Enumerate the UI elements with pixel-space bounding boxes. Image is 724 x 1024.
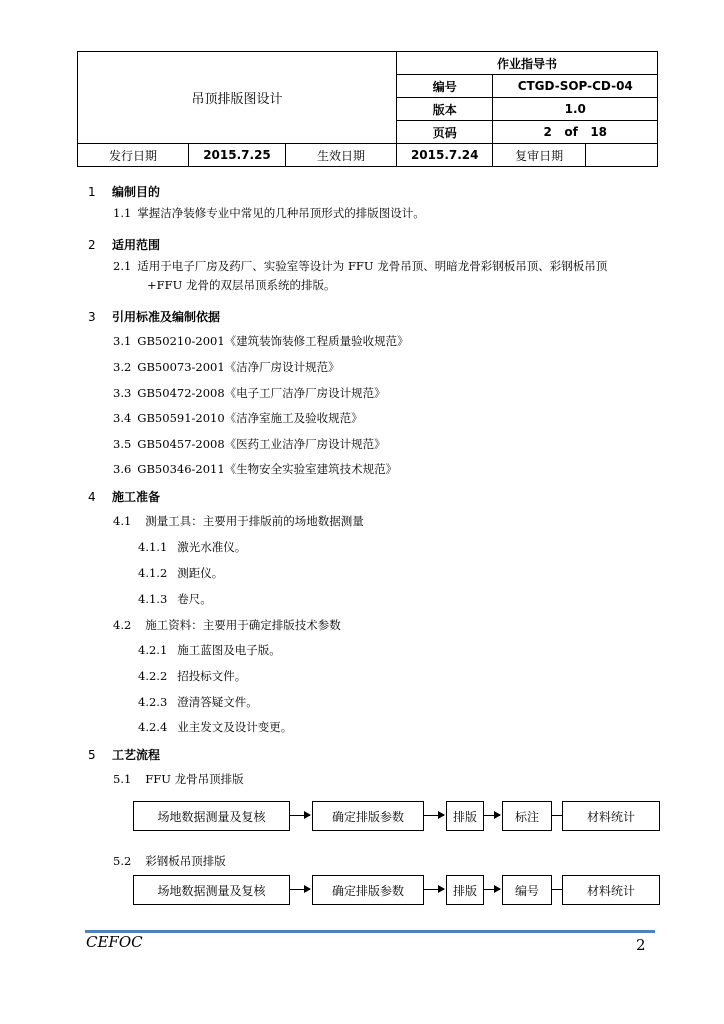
- arrow-right-icon: [424, 889, 444, 890]
- section-2-heading: 2 适用范围: [88, 238, 161, 252]
- issue-date-value: 2015.7.25: [189, 144, 286, 167]
- item-4-1: 4.1 测量工具：主要用于排版前的场地数据测量: [113, 514, 364, 528]
- list-item: 4.1.2 测距仪。: [138, 566, 224, 580]
- flowchart-steel-panel: [133, 875, 663, 905]
- arrow-right-icon: [290, 889, 310, 890]
- issue-date-label: 发行日期: [78, 144, 189, 167]
- flow-step: 确定排版参数: [312, 801, 424, 831]
- list-item: 4.2.2 招投标文件。: [138, 669, 247, 683]
- version-label: 版本: [397, 98, 493, 121]
- flow-step: 场地数据测量及复核: [133, 801, 290, 831]
- item-1-1: 1.1 掌握洁净装修专业中常见的几种吊顶形式的排版图设计。: [113, 206, 425, 220]
- list-item: 4.2.3 澄清答疑文件。: [138, 695, 258, 709]
- flow-step: 材料统计: [562, 801, 660, 831]
- arrow-right-icon: [424, 815, 444, 816]
- flow-step: 编号: [502, 875, 552, 905]
- list-item: 3.1 GB50210-2001《建筑装饰装修工程质量验收规范》: [113, 334, 409, 348]
- flow-step: 排版: [446, 875, 484, 905]
- page-number: 2: [636, 936, 646, 954]
- item-2-1: 2.1 适用于电子厂房及药厂、实验室等设计为 FFU 龙骨吊顶、明暗龙骨彩钢板吊顶、彩钢板吊顶: [113, 259, 608, 273]
- page-value: 2 of 18: [493, 121, 658, 144]
- flow-step: 确定排版参数: [312, 875, 424, 905]
- item-4-2: 4.2 施工资料：主要用于确定排版技术参数: [113, 618, 341, 632]
- footer-divider: [85, 930, 655, 933]
- flow-step: 场地数据测量及复核: [133, 875, 290, 905]
- footer-brand: CEFOC: [86, 933, 143, 951]
- review-date-label: 复审日期: [493, 144, 585, 167]
- arrow-right-icon: [290, 815, 310, 816]
- list-item: 4.2.4 业主发文及设计变更。: [138, 720, 293, 734]
- effective-date-label: 生效日期: [286, 144, 397, 167]
- list-item: 4.2.1 施工蓝图及电子版。: [138, 643, 281, 657]
- code-value: CTGD-SOP-CD-04: [493, 75, 658, 98]
- effective-date-value: 2015.7.24: [397, 144, 493, 167]
- section-3-heading: 3 引用标准及编制依据: [88, 310, 221, 324]
- section-4-heading: 4 施工准备: [88, 490, 161, 504]
- arrow-right-icon: [484, 889, 500, 890]
- item-2-1-continuation: +FFU 龙骨的双层吊顶系统的排版。: [147, 278, 336, 292]
- flowchart-ffu: [133, 801, 663, 831]
- list-item: 4.1.3 卷尺。: [138, 592, 212, 606]
- doc-type: 作业指导书: [397, 52, 658, 75]
- arrow-right-icon: [484, 815, 500, 816]
- list-item: 3.4 GB50591-2010《洁净室施工及验收规范》: [113, 411, 363, 425]
- item-5-1: 5.1 FFU 龙骨吊顶排版: [113, 772, 244, 786]
- list-item: 3.2 GB50073-2001《洁净厂房设计规范》: [113, 360, 340, 374]
- code-label: 编号: [397, 75, 493, 98]
- list-item: 3.5 GB50457-2008《医药工业洁净厂房设计规范》: [113, 437, 386, 451]
- item-5-2: 5.2 彩钢板吊顶排版: [113, 854, 226, 868]
- flow-step: 排版: [446, 801, 484, 831]
- document-title: 吊顶排版图设计: [78, 52, 397, 144]
- review-date-value: [585, 144, 657, 167]
- list-item: 4.1.1 激光水准仪。: [138, 540, 247, 554]
- list-item: 3.3 GB50472-2008《电子工厂洁净厂房设计规范》: [113, 386, 386, 400]
- list-item: 3.6 GB50346-2011《生物安全实验室建筑技术规范》: [113, 462, 398, 476]
- version-value: 1.0: [493, 98, 658, 121]
- section-5-heading: 5 工艺流程: [88, 748, 161, 762]
- document-header-table: [77, 51, 658, 167]
- page-label: 页码: [397, 121, 493, 144]
- flow-step: 材料统计: [562, 875, 660, 905]
- section-1-heading: 1 编制目的: [88, 185, 161, 199]
- flow-step: 标注: [502, 801, 552, 831]
